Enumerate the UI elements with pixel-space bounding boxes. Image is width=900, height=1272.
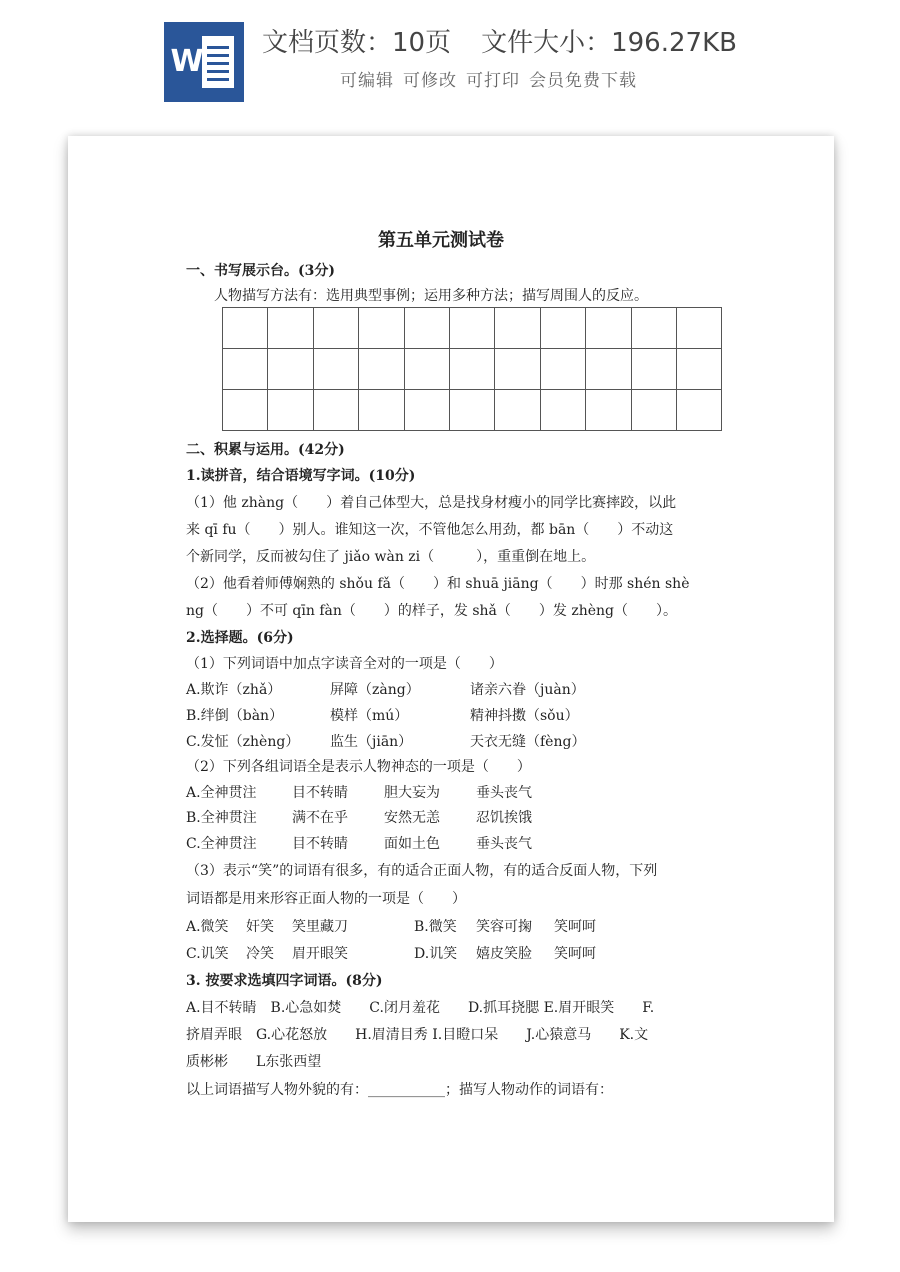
feature-member-download: 会员免费下载 (529, 71, 637, 91)
q2-3-option: 奸笑 (246, 919, 274, 935)
grid-cell (449, 390, 494, 431)
q2-1-stem: （1）下列词语中加点字读音全对的一项是（ ） (186, 656, 503, 672)
q2-3-stem: （3）表示“笑”的词语有很多，有的适合正面人物，有的适合反面人物，下列 (186, 863, 658, 879)
q2-heading: 2.选择题。(6分) (186, 630, 294, 646)
word-letter: W (170, 44, 204, 79)
q2-2-option: 面如土色 (384, 836, 440, 852)
q2-2-option: B.全神贯注 (186, 810, 257, 826)
section-1-heading: 一、书写展示台。(3分) (186, 263, 335, 279)
q2-3-option: 冷笑 (246, 946, 274, 962)
q1-line: （2）他看着师傅娴熟的 shǒu fǎ（ ）和 shuā jiāng（ ）时那 shén shè (186, 576, 690, 592)
word-doc-icon (164, 22, 244, 102)
q2-1-option-a-2: 屏障（zàng） (330, 682, 420, 698)
q3-line: 质彬彬 L东张西望 (186, 1054, 322, 1070)
q2-1-option-c-2: 监生（jiān） (330, 734, 413, 750)
grid-row (223, 349, 722, 390)
grid-cell (631, 349, 676, 390)
grid-cell (631, 390, 676, 431)
q2-1-option-b-3: 精神抖擞（sǒu） (470, 708, 579, 724)
grid-cell (313, 390, 358, 431)
grid-cell (404, 390, 449, 431)
feature-printable: 可打印 (466, 71, 520, 91)
q3-line: 挤眉弄眼 G.心花怒放 H.眉清目秀 I.目瞪口呆 J.心猿意马 K.文 (186, 1027, 649, 1043)
feature-list (340, 66, 646, 91)
grid-cell (404, 308, 449, 349)
grid-cell (223, 349, 268, 390)
q2-2-stem: （2）下列各组词语全是表示人物神态的一项是（ ） (186, 759, 531, 775)
q2-2-option: 目不转睛 (292, 785, 348, 801)
grid-cell (313, 308, 358, 349)
file-info (262, 22, 737, 59)
q2-3-option: 眉开眼笑 (292, 946, 348, 962)
grid-cell (631, 308, 676, 349)
q2-3-stem: 词语都是用来形容正面人物的一项是（ ） (186, 891, 466, 907)
q2-3-option: A.微笑 (186, 919, 229, 935)
q2-2-option: 垂头丧气 (476, 836, 532, 852)
q1-line: ng（ ）不可 qīn fàn（ ）的样子，发 shǎ（ ）发 zhèng（ ）。 (186, 603, 677, 619)
section-2-heading: 二、积累与运用。(42分) (186, 442, 345, 458)
q2-3-option: 嬉皮笑脸 (476, 946, 532, 962)
q2-1-option-a-1: A.欺诈（zhǎ） (186, 682, 282, 698)
q1-heading: 1.读拼音，结合语境写字词。(10分) (186, 468, 416, 484)
q2-1-option-c-1: C.发怔（zhèng） (186, 734, 300, 750)
q3-fill-prompt: 以上词语描写人物外貌的有：___________；描写人物动作的词语有： (186, 1082, 613, 1098)
grid-cell (495, 349, 540, 390)
grid-cell (586, 390, 631, 431)
grid-cell (404, 349, 449, 390)
q2-2-option: 胆大妄为 (384, 785, 440, 801)
grid-cell (223, 390, 268, 431)
grid-cell (449, 308, 494, 349)
q3-line: A.目不转睛 B.心急如焚 C.闭月羞花 D.抓耳挠腮 E.眉开眼笑 F. (186, 1000, 655, 1016)
q2-3-option: C.讥笑 (186, 946, 229, 962)
grid-cell (223, 308, 268, 349)
feature-editable: 可编辑 (340, 71, 394, 91)
grid-cell (268, 308, 313, 349)
q1-line: 个新同学，反而被勾住了 jiǎo wàn zi（ ），重重倒在地上。 (186, 549, 596, 565)
grid-cell (359, 349, 404, 390)
q2-2-option: 满不在乎 (292, 810, 348, 826)
grid-cell (268, 349, 313, 390)
q3-heading: 3. 按要求选填四字词语。(8分) (186, 973, 383, 989)
q2-1-option-c-3: 天衣无缝（fèng） (470, 734, 586, 750)
grid-cell (540, 390, 585, 431)
grid-cell (495, 308, 540, 349)
grid-cell (495, 390, 540, 431)
section-1-text: 人物描写方法有：选用典型事例；运用多种方法；描写周围人的反应。 (214, 288, 648, 304)
grid-cell (676, 349, 721, 390)
q2-1-option-b-1: B.绊倒（bàn） (186, 708, 284, 724)
grid-row (223, 308, 722, 349)
q1-line: （1）他 zhàng（ ）着自己体型大，总是找身材瘦小的同学比赛摔跤，以此 (186, 495, 677, 511)
feature-modifiable: 可修改 (403, 71, 457, 91)
grid-cell (676, 308, 721, 349)
file-size: 文件大小：196.27KB (481, 28, 737, 58)
page-title: 第五单元测试卷 (378, 230, 504, 251)
q2-3-option: 笑容可掬 (476, 919, 532, 935)
grid-cell (268, 390, 313, 431)
document-page (68, 136, 834, 1222)
q2-2-option: 垂头丧气 (476, 785, 532, 801)
q2-3-option: 笑呵呵 (554, 946, 596, 962)
document-page-shape (202, 36, 234, 88)
q1-line: 来 qī fu（ ）别人。谁知这一次，不管他怎么用劲，都 bān（ ）不动这 (186, 522, 674, 538)
q2-2-option: A.全神贯注 (186, 785, 257, 801)
writing-grid (222, 307, 722, 431)
grid-cell (449, 349, 494, 390)
q2-3-option: D.讥笑 (414, 946, 458, 962)
grid-cell (359, 390, 404, 431)
q2-2-option: 安然无恙 (384, 810, 440, 826)
grid-row (223, 390, 722, 431)
q2-1-option-b-2: 模样（mú） (330, 708, 409, 724)
grid-cell (676, 390, 721, 431)
page-count: 文档页数：10页 (262, 28, 452, 58)
q2-2-option: 忍饥挨饿 (476, 810, 532, 826)
q2-2-option: C.全神贯注 (186, 836, 257, 852)
q2-3-option: 笑呵呵 (554, 919, 596, 935)
grid-cell (586, 308, 631, 349)
q2-1-option-a-3: 诸亲六眷（juàn） (470, 682, 585, 698)
q2-3-option: 笑里藏刀 (292, 919, 348, 935)
header-banner (0, 0, 900, 120)
grid-cell (586, 349, 631, 390)
grid-cell (359, 308, 404, 349)
q2-2-option: 目不转睛 (292, 836, 348, 852)
grid-cell (540, 349, 585, 390)
q2-3-option: B.微笑 (414, 919, 457, 935)
grid-cell (540, 308, 585, 349)
grid-cell (313, 349, 358, 390)
